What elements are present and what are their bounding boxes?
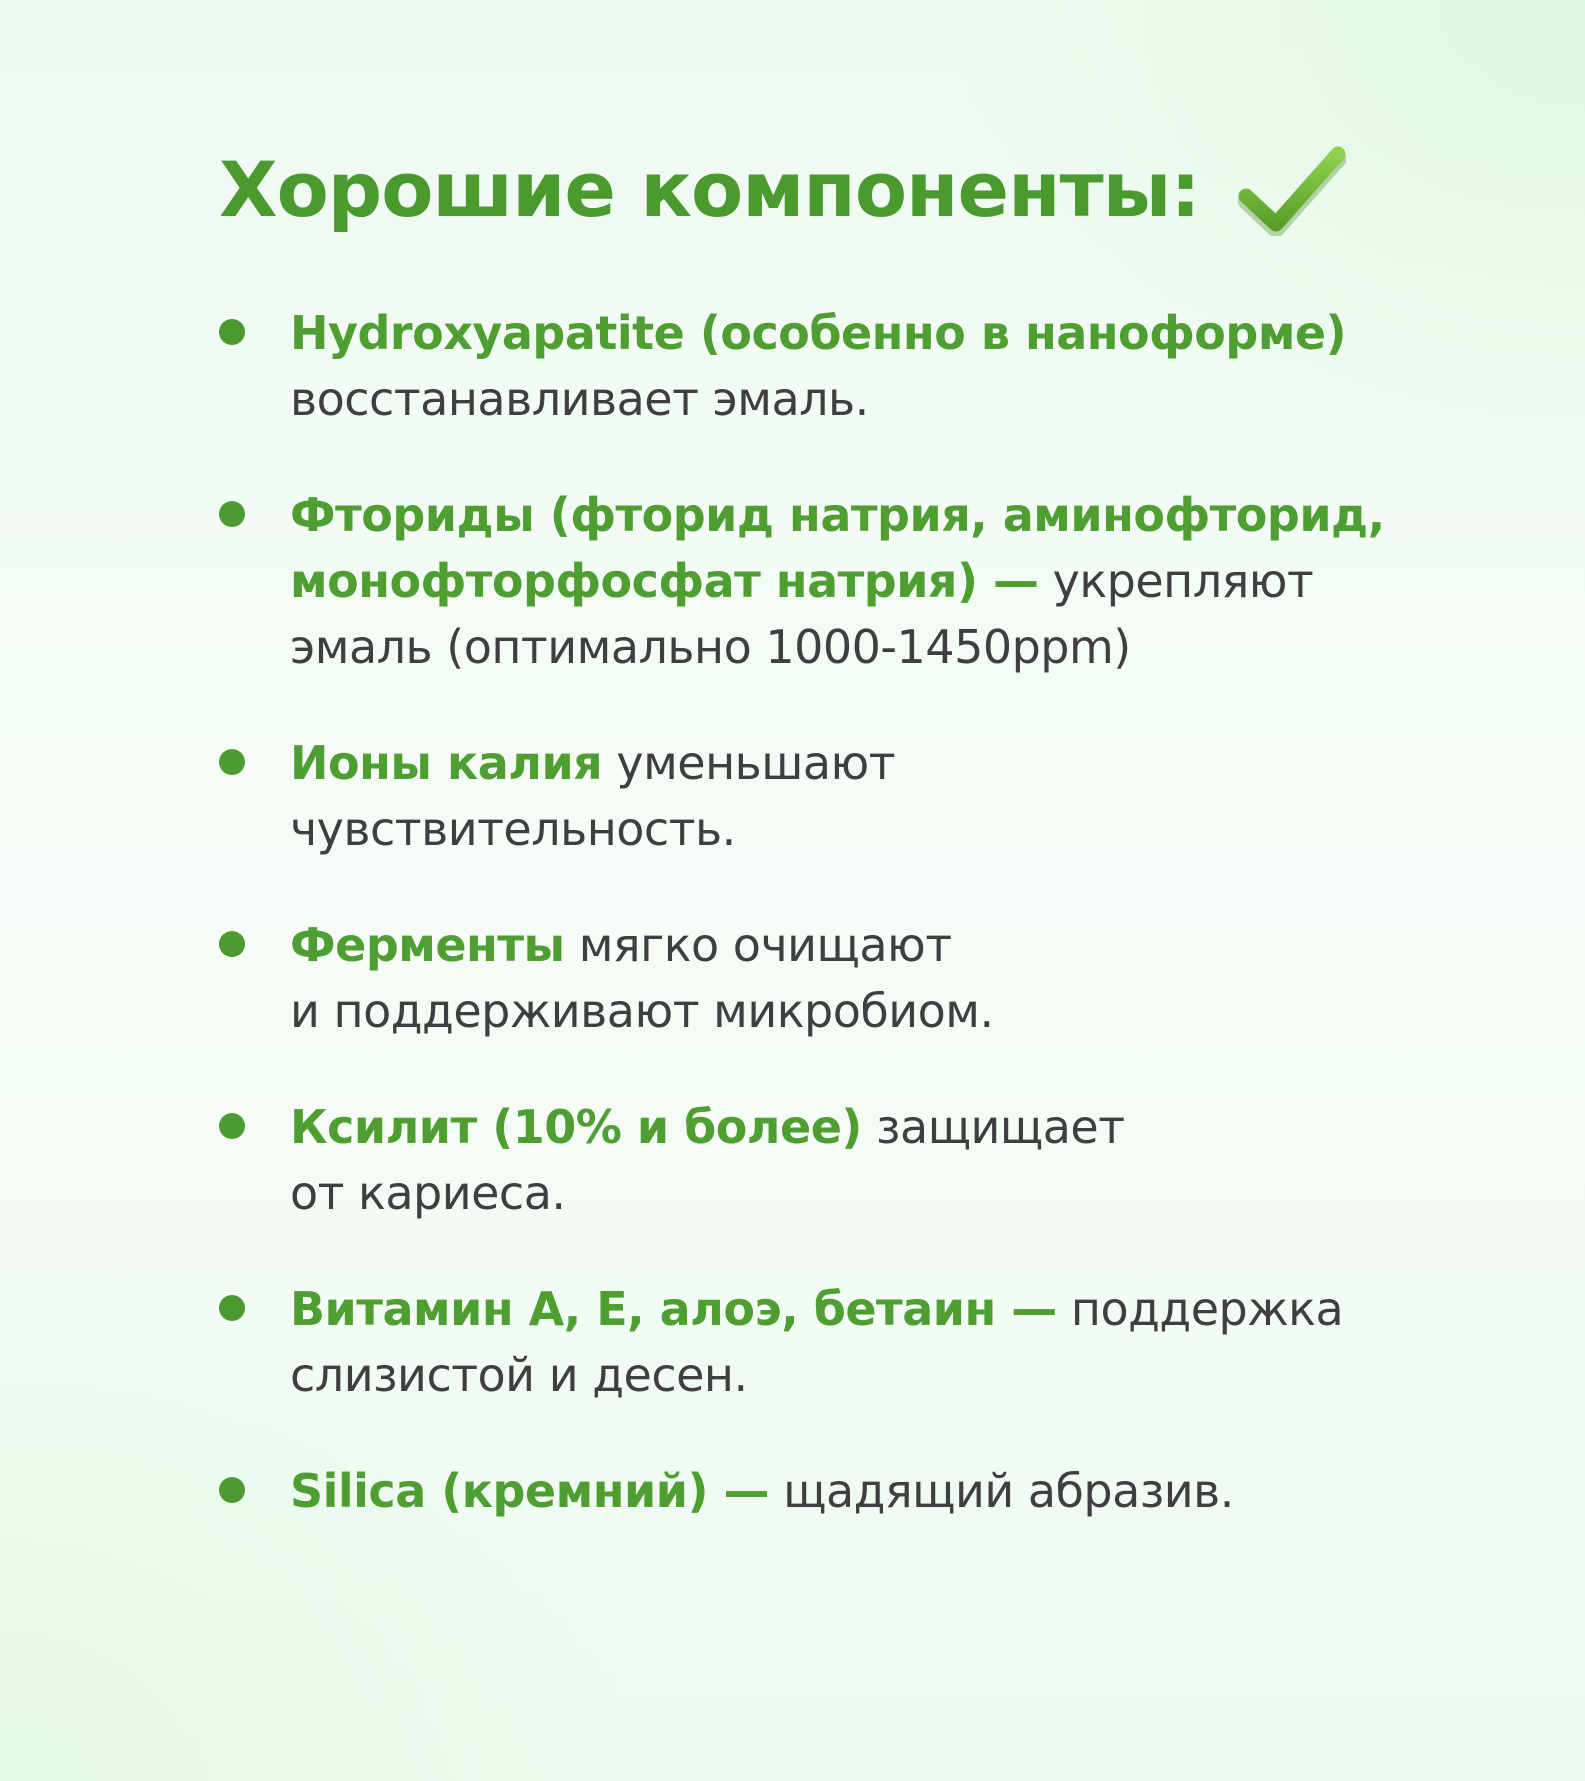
item-text: укрепляют — [1038, 554, 1314, 608]
item-line: эмаль (оптимально 1000-1450ppm) — [290, 620, 1131, 674]
item-highlight: Ксилит (10% и более) — [290, 1100, 862, 1154]
list-item — [219, 1094, 1399, 1226]
bullet-icon — [219, 501, 245, 527]
item-line — [290, 482, 1399, 548]
item-line — [290, 730, 1399, 796]
item-text: поддержка — [1056, 1282, 1344, 1336]
bullet-icon — [219, 1113, 245, 1139]
item-highlight: Витамин А, Е, алоэ, бетаин — — [290, 1282, 1057, 1336]
item-line — [290, 300, 1399, 366]
item-line: восстанавливает эмаль. — [290, 372, 869, 426]
item-highlight: Ферменты — [290, 918, 565, 972]
checkmark-icon — [1238, 146, 1346, 236]
item-line: от кариеса. — [290, 1166, 566, 1220]
item-text: уменьшают — [602, 736, 896, 790]
item-highlight: Silica (кремний) — — [290, 1464, 770, 1518]
list-item — [219, 730, 1399, 862]
bullet-icon — [219, 749, 245, 775]
bullet-icon — [219, 1295, 245, 1321]
item-highlight: монофторфосфат натрия) — — [290, 554, 1039, 608]
list-item — [219, 912, 1399, 1044]
item-line — [290, 912, 1399, 978]
bullet-icon — [219, 319, 245, 345]
page-title: Хорошие компоненты: — [219, 145, 1200, 234]
item-line — [290, 548, 1399, 614]
item-line: чувствительность. — [290, 802, 736, 856]
components-list — [219, 300, 1399, 1524]
item-line — [290, 1276, 1399, 1342]
bullet-icon — [219, 1477, 245, 1503]
list-item — [219, 482, 1399, 680]
list-item — [219, 1276, 1399, 1408]
item-text: щадящий абразив. — [769, 1464, 1234, 1518]
item-line — [290, 1094, 1399, 1160]
list-item — [219, 1458, 1399, 1524]
item-highlight: Hydroxyapatite (особенно в наноформе) — [290, 306, 1347, 360]
item-line: и поддерживают микробиом. — [290, 984, 994, 1038]
bullet-icon — [219, 931, 245, 957]
item-text: мягко очищают — [564, 918, 952, 972]
item-highlight: Фториды (фторид натрия, аминофторид, — [290, 488, 1385, 542]
item-highlight: Ионы калия — [290, 736, 603, 790]
list-item — [219, 300, 1399, 432]
item-text: защищает — [861, 1100, 1125, 1154]
item-line: слизистой и десен. — [290, 1348, 748, 1402]
item-line — [290, 1458, 1399, 1524]
